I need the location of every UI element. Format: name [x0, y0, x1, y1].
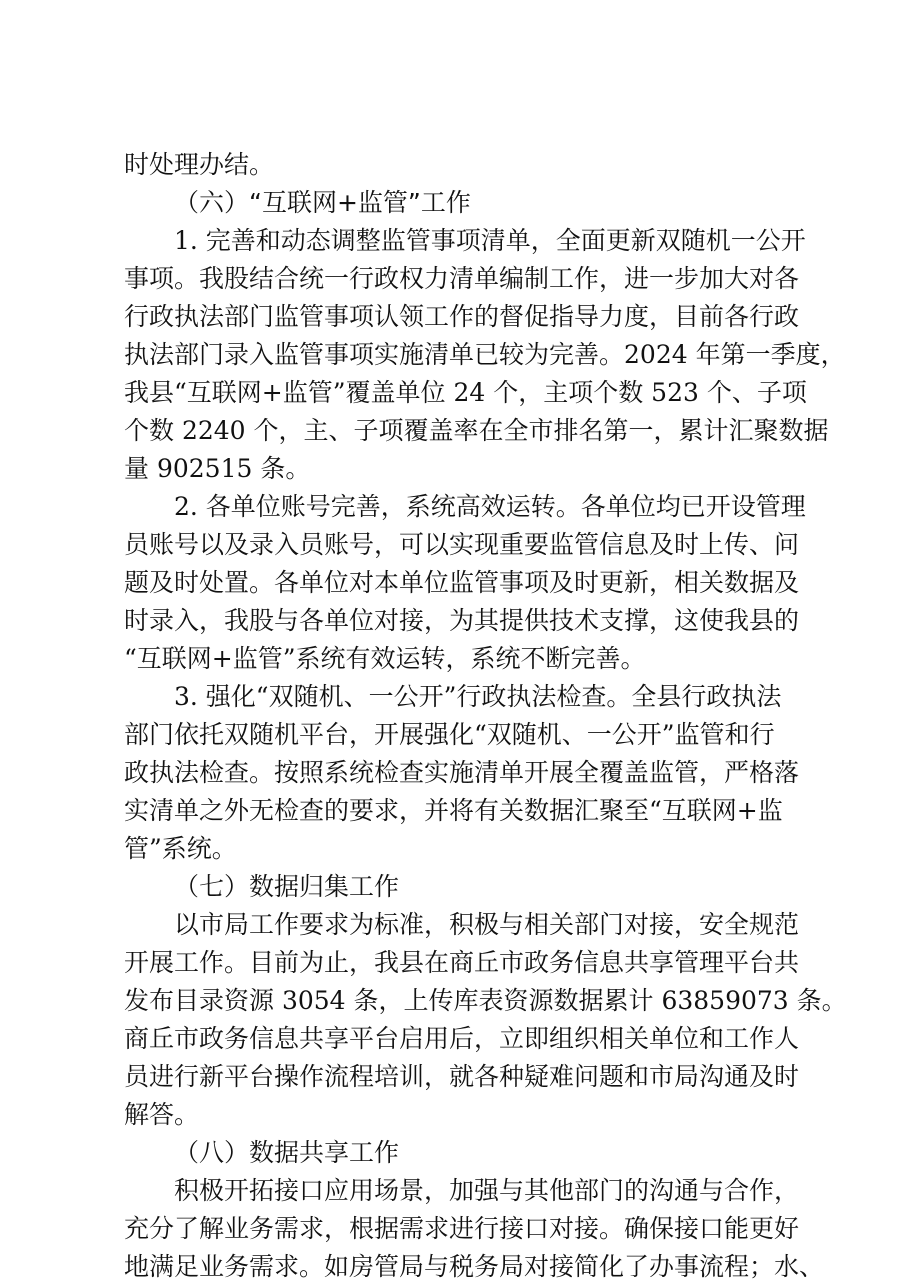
- text-line: 发布目录资源 3054 条，上传库表资源数据累计 63859073 条。: [124, 986, 847, 1015]
- text-line: 积极开拓接口应用场景，加强与其他部门的沟通与合作，: [174, 1176, 800, 1205]
- section-heading: （六）“互联网+监管”工作: [174, 188, 471, 217]
- section-heading: （八）数据共享工作: [174, 1138, 400, 1167]
- text-line: 解答。: [124, 1100, 200, 1129]
- text-line: 部门依托双随机平台，开展强化“双随机、一公开”监管和行: [124, 720, 775, 749]
- text-line: 员进行新平台操作流程培训，就各种疑难问题和市局沟通及时: [124, 1062, 800, 1091]
- text-line: 实清单之外无检查的要求，并将有关数据汇聚至“互联网+监: [124, 796, 783, 825]
- text-line: 行政执法部门监管事项认领工作的督促指导力度，目前各行政: [124, 302, 800, 331]
- text-line: 我县“互联网+监管”覆盖单位 24 个，主项个数 523 个、子项: [124, 378, 807, 407]
- text-line: 员账号以及录入员账号，可以实现重要监管信息及时上传、问: [124, 530, 800, 559]
- text-line: 管”系统。: [124, 834, 237, 863]
- text-line: 商丘市政务信息共享平台启用后，立即组织相关单位和工作人: [124, 1024, 800, 1053]
- text-line: 事项。我股结合统一行政权力清单编制工作，进一步加大对各: [124, 264, 800, 293]
- text-line: 地满足业务需求。如房管局与税务局对接简化了办事流程；水、: [124, 1252, 825, 1281]
- text-line: 时录入，我股与各单位对接，为其提供技术支撑，这使我县的: [124, 606, 800, 635]
- text-line: 开展工作。目前为止，我县在商丘市政务信息共享管理平台共: [124, 948, 800, 977]
- text-line: 时处理办结。: [124, 150, 275, 179]
- text-line: 1. 完善和动态调整监管事项清单，全面更新双随机一公开: [174, 226, 806, 255]
- section-heading: （七）数据归集工作: [174, 872, 400, 901]
- text-line: 题及时处置。各单位对本单位监管事项及时更新，相关数据及: [124, 568, 800, 597]
- text-line: 政执法检查。按照系统检查实施清单开展全覆盖监管，严格落: [124, 758, 800, 787]
- text-line: 3. 强化“双随机、一公开”行政执法检查。全县行政执法: [174, 682, 782, 711]
- text-line: 个数 2240 个，主、子项覆盖率在全市排名第一，累计汇聚数据: [124, 416, 829, 445]
- text-line: 以市局工作要求为标准，积极与相关部门对接，安全规范: [174, 910, 800, 939]
- text-line: “互联网+监管”系统有效运转，系统不断完善。: [124, 644, 646, 673]
- text-line: 执法部门录入监管事项实施清单已较为完善。2024 年第一季度，: [124, 340, 846, 369]
- text-line: 量 902515 条。: [124, 454, 311, 483]
- text-line: 2. 各单位账号完善，系统高效运转。各单位均已开设管理: [174, 492, 806, 521]
- text-line: 充分了解业务需求，根据需求进行接口对接。确保接口能更好: [124, 1214, 800, 1243]
